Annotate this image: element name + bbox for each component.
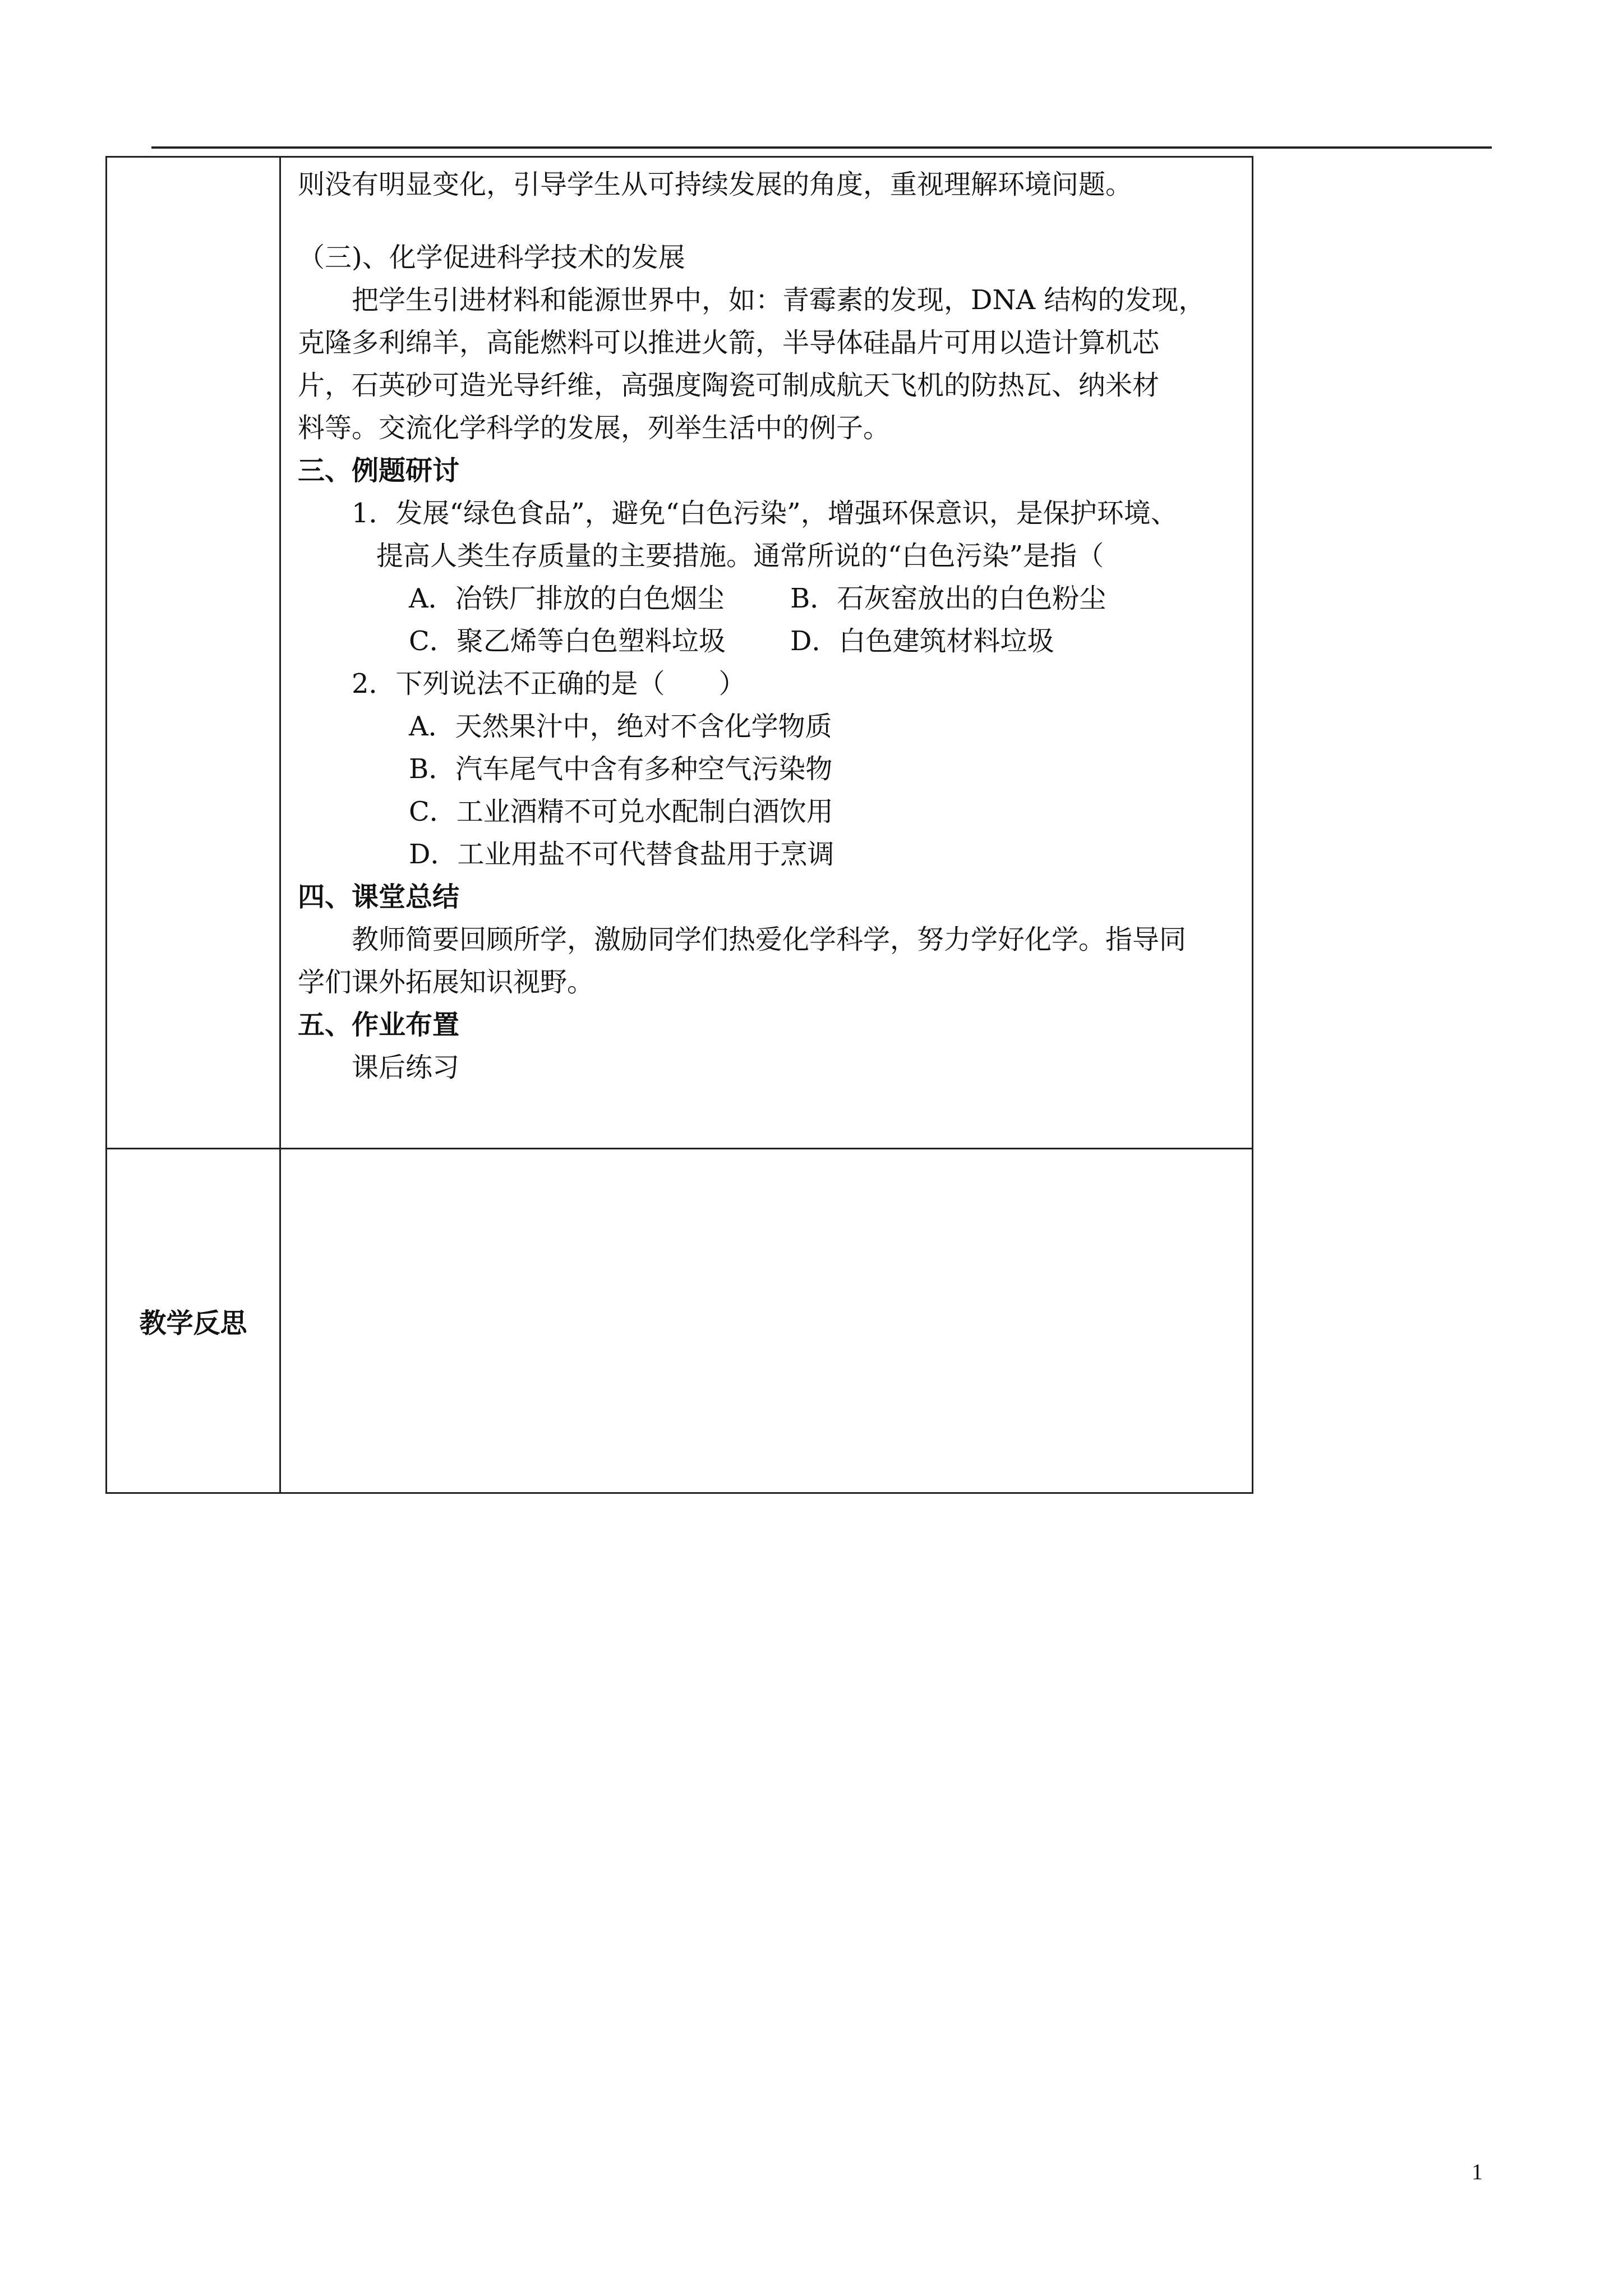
reflection-label-cell [107, 1149, 280, 1493]
lesson-plan-table [105, 156, 1253, 1494]
question-2-option-b: B．汽车尾气中含有多种空气污染物 [409, 753, 833, 785]
question-1-option-b: B．石灰窑放出的白色粉尘 [790, 583, 1106, 614]
question-1-option-d: D．白色建筑材料垃圾 [790, 625, 1054, 657]
question-1-line-1: 1．发展“绿色食品”，避免“白色污染”，增强环保意识，是保护环境、 [352, 498, 1178, 529]
continuation-text: 则没有明显变化，引导学生从可持续发展的角度，重视理解环境问题。 [298, 169, 1133, 200]
homework-text: 课后练习 [352, 1052, 460, 1083]
summary-heading: 四、课堂总结 [298, 881, 460, 913]
homework-heading: 五、作业布置 [298, 1009, 460, 1041]
reflection-row [107, 1149, 1253, 1493]
summary-line: 教师简要回顾所学，激励同学们热爱化学科学，努力学好化学。指导同 [352, 924, 1187, 955]
question-1-options-row [298, 577, 1246, 620]
process-label-cell [107, 157, 280, 1149]
page-number: 1 [1472, 2159, 1483, 2184]
paragraph-line: 克隆多利绵羊，高能燃料可以推进火箭，半导体硅晶片可用以造计算机芯 [298, 327, 1160, 358]
question-1-line-2: 提高人类生存质量的主要措施。通常所说的“白色污染”是指（ [376, 540, 1104, 572]
header-rule [151, 146, 1492, 149]
examples-heading: 三、例题研讨 [298, 455, 460, 486]
question-2-stem: 2．下列说法不正确的是（ ） [352, 668, 746, 700]
summary-line: 学们课外拓展知识视野。 [298, 967, 594, 998]
question-1-option-a: A．冶铁厂排放的白色烟尘 [409, 583, 725, 614]
question-1-option-c: C．聚乙烯等白色塑料垃圾 [409, 625, 726, 657]
reflection-label: 教学反思 [139, 1308, 247, 1339]
paragraph-line: 料等。交流化学科学的发展，列举生活中的例子。 [298, 412, 891, 444]
question-2-option-c: C．工业酒精不可兑水配制白酒饮用 [409, 796, 833, 827]
reflection-content-cell [280, 1149, 1253, 1493]
teaching-process-row [107, 157, 1253, 1149]
process-content-cell [280, 157, 1253, 1149]
question-1-options-row [298, 620, 1246, 662]
paragraph-line: 把学生引进材料和能源世界中，如：青霉素的发现，DNA 结构的发现， [352, 284, 1206, 316]
subsection-title: （三)、化学促进科学技术的发展 [298, 242, 685, 273]
question-2-option-d: D．工业用盐不可代替食盐用于烹调 [409, 839, 834, 870]
question-2-option-a: A．天然果汁中，绝对不含化学物质 [409, 711, 832, 742]
paragraph-line: 片，石英砂可造光导纤维，高强度陶瓷可制成航天飞机的防热瓦、纳米材 [298, 370, 1160, 401]
